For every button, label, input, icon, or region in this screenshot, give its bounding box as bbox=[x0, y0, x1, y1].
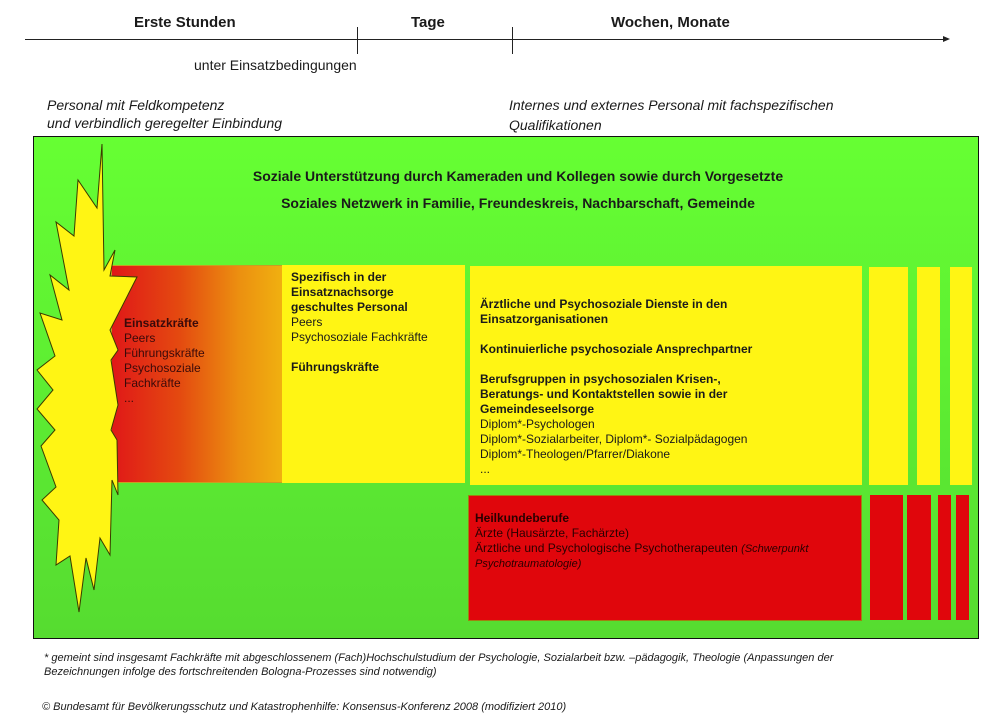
heilkunde-note1: (Schwerpunkt bbox=[741, 543, 809, 555]
einsatznachsorge-title2: Führungskräfte bbox=[291, 360, 380, 374]
dienste-item: Diplom*-Sozialarbeiter, Diplom*- Sozialpädagogen bbox=[480, 432, 748, 446]
phase-tage: Tage bbox=[411, 14, 445, 31]
footnote-line2: Bezeichnungen infolge des fortschreitenden Bologna-Prozesses sind notwendig) bbox=[44, 666, 437, 678]
einsatzkraefte-item: Peers bbox=[124, 331, 156, 345]
heilkunde-item1: Ärzte (Hausärzte, Fachärzte) bbox=[475, 526, 630, 540]
burst-shape bbox=[37, 144, 137, 612]
dienste-heading2: Kontinuierliche psychosoziale Ansprechpartner bbox=[480, 342, 753, 356]
einsatzkraefte-item: ... bbox=[124, 391, 135, 405]
personnel-left-line2: und verbindlich geregelter Einbindung bbox=[47, 115, 283, 131]
footnote-line1: * gemeint sind insgesamt Fachkräfte mit abgeschlossenem (Fach)Hochschulstudium der Psychologie, Sozialarbeit bzw. –pädagogik, Theologie (Anpassungen der bbox=[44, 652, 834, 664]
dienste-heading1-line: Einsatzorganisationen bbox=[480, 312, 609, 326]
einsatznachsorge-title-line: Spezifisch in der bbox=[291, 270, 387, 284]
dienste-heading3-line: Berufsgruppen in psychosozialen Krisen-, bbox=[480, 372, 721, 386]
einsatznachsorge-title-line: Einsatznachsorge bbox=[291, 285, 394, 299]
heilkunde-item2: Ärztliche und Psychologische Psychotherapeuten bbox=[475, 541, 738, 555]
dienste-item: Diplom*-Psychologen bbox=[480, 417, 595, 431]
support-line2: Soziales Netzwerk in Familie, Freundeskreis, Nachbarschaft, Gemeinde bbox=[281, 195, 755, 211]
einsatznachsorge-item: Peers bbox=[291, 315, 323, 329]
dienste-heading1-line: Ärztliche und Psychosoziale Dienste in den bbox=[480, 297, 728, 311]
copyright: © Bundesamt für Bevölkerungsschutz und Katastrophenhilfe: Konsensus-Konferenz 2008 (modifiziert 2010) bbox=[42, 701, 567, 713]
einsatznachsorge-title-line: geschultes Personal bbox=[291, 300, 408, 314]
dienste-item: ... bbox=[480, 462, 491, 476]
einsatzkraefte-title: Einsatzkräfte bbox=[124, 316, 199, 330]
personnel-left-line1: Personal mit Feldkompetenz bbox=[47, 97, 225, 113]
einsatznachsorge-item: Psychosoziale Fachkräfte bbox=[291, 330, 428, 344]
heilkunde-note2: Psychotraumatologie) bbox=[475, 558, 582, 570]
dienste-heading3-line: Beratungs- und Kontaktstellen sowie in der bbox=[480, 387, 728, 401]
dienste-heading3-line: Gemeindeseelsorge bbox=[480, 402, 595, 416]
dienste-item: Diplom*-Theologen/Pfarrer/Diakone bbox=[480, 447, 671, 461]
support-line1: Soziale Unterstützung durch Kameraden und Kollegen sowie durch Vorgesetzte bbox=[252, 168, 784, 184]
personnel-right-line2: Qualifikationen bbox=[509, 117, 602, 133]
personnel-right-line1: Internes und externes Personal mit fachspezifischen bbox=[509, 97, 834, 113]
einsatzkraefte-item: Führungskräfte bbox=[124, 346, 205, 360]
einsatzkraefte-item: Fachkräfte bbox=[124, 376, 181, 390]
einsatzkraefte-item: Psychosoziale bbox=[124, 361, 201, 375]
phase-wochen-monate: Wochen, Monate bbox=[611, 14, 730, 31]
timeline-sub-label: unter Einsatzbedingungen bbox=[194, 57, 357, 73]
heilkunde-title: Heilkundeberufe bbox=[475, 511, 570, 525]
phase-erste-stunden: Erste Stunden bbox=[134, 14, 236, 31]
